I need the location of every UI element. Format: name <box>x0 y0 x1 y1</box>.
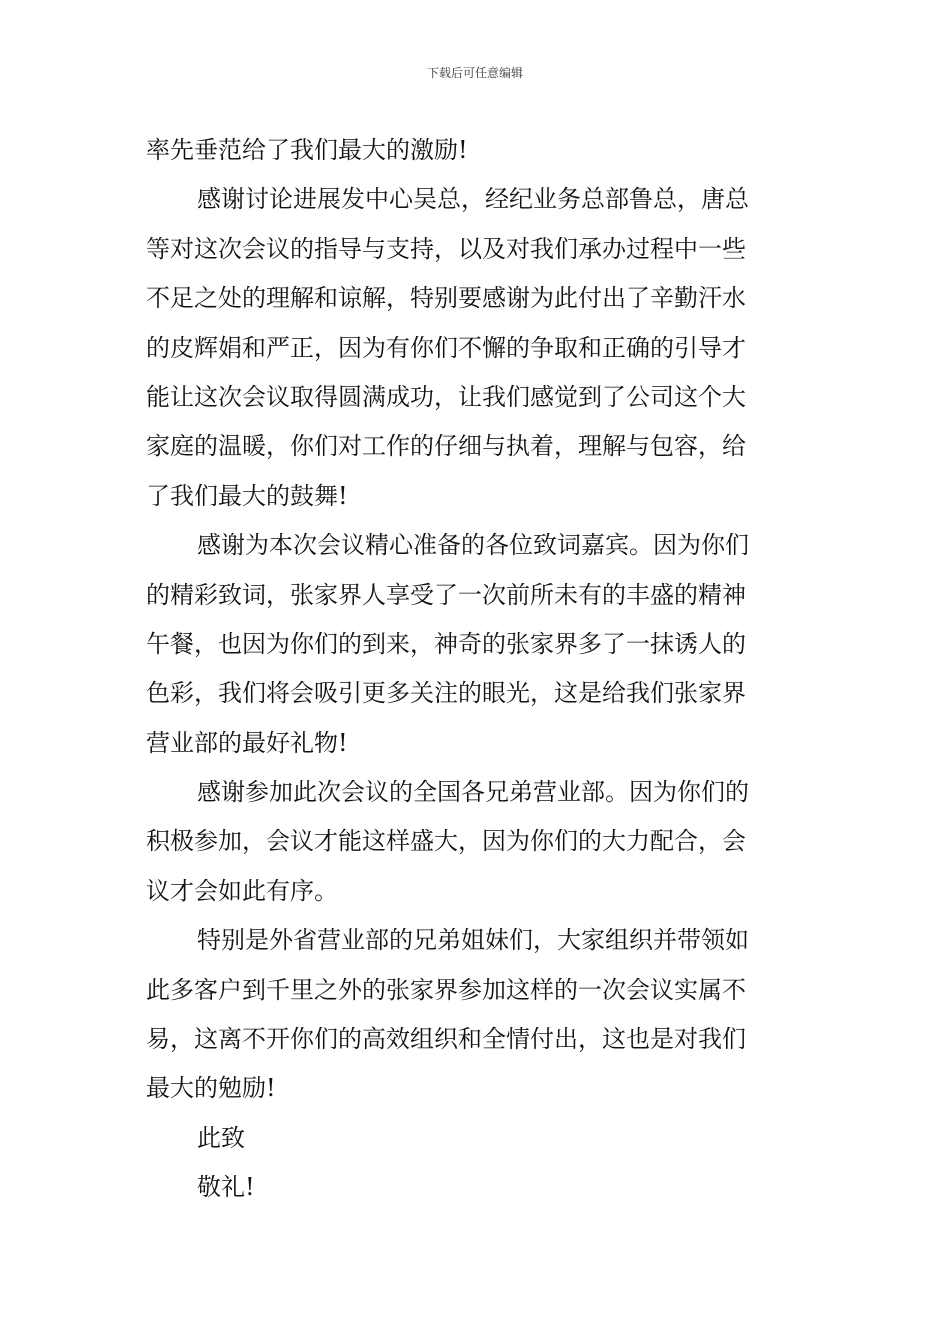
text-line: 家庭的温暖，你们对工作的仔细与执着，理解与包容，给 <box>146 432 746 461</box>
text-line: 此多客户到千里之外的张家界参加这样的一次会议实属不 <box>146 975 746 1004</box>
text-line: 敬礼! <box>197 1173 255 1202</box>
paragraph <box>146 521 806 768</box>
paragraph <box>146 126 806 175</box>
text-line: 了我们最大的鼓舞! <box>146 481 348 510</box>
text-line: 易，这离不开你们的高效组织和全情付出，这也是对我们 <box>146 1025 746 1054</box>
text-line: 积极参加，会议才能这样盛大，因为你们的大力配合，会 <box>146 827 746 856</box>
text-line: 的精彩致词，张家界人享受了一次前所未有的丰盛的精神 <box>146 580 746 609</box>
paragraph <box>146 175 806 521</box>
paragraph <box>146 768 806 916</box>
text-line: 色彩，我们将会吸引更多关注的眼光，这是给我们张家界 <box>146 679 746 708</box>
text-line: 能让这次会议取得圆满成功，让我们感觉到了公司这个大 <box>146 382 746 411</box>
text-line: 午餐，也因为你们的到来，神奇的张家界多了一抹诱人的 <box>146 629 746 658</box>
text-line: 此致 <box>197 1123 245 1152</box>
text-line: 营业部的最好礼物! <box>146 728 348 757</box>
page-header: 下载后可任意编辑 <box>426 66 523 80</box>
text-line: 感谢讨论进展发中心吴总，经纪业务总部鲁总，唐总 <box>197 185 749 214</box>
text-line: 最大的勉励! <box>146 1074 276 1103</box>
text-line: 等对这次会议的指导与支持，以及对我们承办过程中一些 <box>146 234 746 263</box>
text-line: 感谢为本次会议精心准备的各位致词嘉宾。因为你们 <box>197 531 749 560</box>
closing-salutation <box>146 1114 806 1163</box>
text-line: 感谢参加此次会议的全国各兄弟营业部。因为你们的 <box>197 778 749 807</box>
text-line: 率先垂范给了我们最大的激励! <box>146 136 468 164</box>
text-line: 特别是外省营业部的兄弟姐妹们，大家组织并带领如 <box>197 926 749 955</box>
text-line: 议才会如此有序。 <box>146 876 338 905</box>
text-line: 的皮辉娟和严正，因为有你们不懈的争取和正确的引导才 <box>146 333 746 362</box>
text-line: 不足之处的理解和谅解，特别要感谢为此付出了辛勤汗水 <box>146 284 746 313</box>
letter-body <box>146 126 806 1213</box>
paragraph <box>146 916 806 1114</box>
closing-regards <box>146 1163 806 1212</box>
